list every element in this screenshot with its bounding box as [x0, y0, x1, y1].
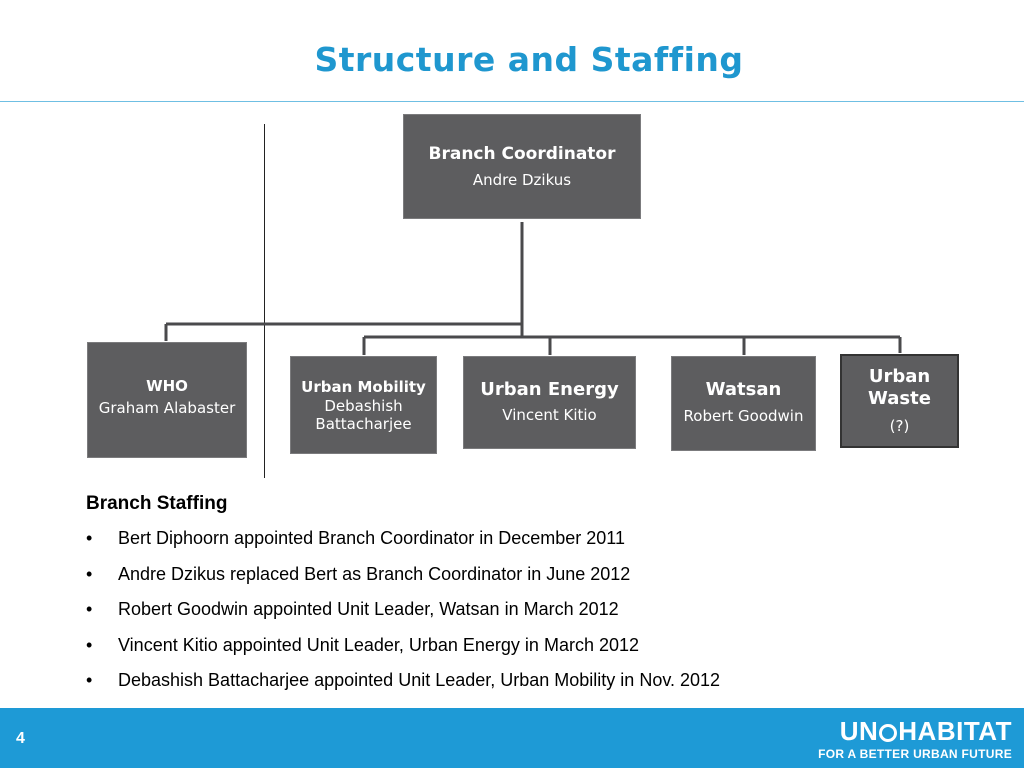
branch-coordinator-box — [403, 114, 641, 219]
list-item-text: Bert Diphoorn appointed Branch Coordinator in December 2011 — [118, 528, 625, 548]
bullet-icon: • — [86, 634, 93, 655]
logo-tagline: FOR A BETTER URBAN FUTURE — [818, 747, 1012, 761]
bullet-icon: • — [86, 670, 93, 690]
list-item-text: Vincent Kitio appointed Unit Leader, Urban Energy in March 2012 — [118, 634, 639, 655]
bullet-icon: • — [86, 528, 93, 548]
box-person: (?) — [889, 417, 910, 435]
box-title: WHO — [146, 377, 188, 395]
box-person: Debashish Battacharjee — [315, 397, 412, 433]
bullet-icon: • — [86, 563, 93, 584]
footer-bar — [0, 708, 1024, 768]
list-item-text: Andre Dzikus replaced Bert as Branch Coordinator in June 2012 — [118, 563, 631, 584]
list-item-text: Robert Goodwin appointed Unit Leader, Watsan in March 2012 — [118, 599, 619, 619]
urban-waste-box — [840, 354, 959, 448]
box-person: Robert Goodwin — [683, 407, 804, 425]
logo-text-right: HABITAT — [898, 716, 1012, 746]
list-item — [86, 564, 720, 600]
bullet-icon: • — [86, 599, 93, 619]
box-title: Branch Coordinator — [428, 144, 616, 164]
list-item — [86, 635, 720, 671]
branch-staffing-heading: Branch Staffing — [86, 493, 228, 514]
un-emblem-icon — [879, 724, 897, 742]
box-person: Vincent Kitio — [502, 406, 597, 424]
box-title: Urban Waste — [868, 366, 931, 409]
page-number: 4 — [16, 730, 25, 747]
box-person: Andre Dzikus — [472, 171, 572, 189]
list-item — [86, 528, 720, 564]
watsan-box — [671, 356, 816, 451]
box-title: Urban Energy — [480, 379, 619, 400]
list-item-text: Debashish Battacharjee appointed Unit Leader, Urban Mobility in Nov. 2012 — [118, 670, 721, 690]
un-habitat-logo — [818, 718, 1012, 761]
slide-title: Structure and Staffing — [314, 40, 744, 79]
urban-mobility-box — [290, 356, 437, 454]
staffing-list — [86, 528, 720, 706]
who-box — [87, 342, 247, 458]
box-title: Watsan — [705, 379, 782, 400]
box-person: Graham Alabaster — [98, 399, 236, 417]
urban-energy-box — [463, 356, 636, 449]
list-item — [86, 599, 720, 635]
box-title: Urban Mobility — [301, 378, 426, 396]
logo-text-left: UN — [839, 716, 879, 746]
list-item — [86, 670, 720, 706]
